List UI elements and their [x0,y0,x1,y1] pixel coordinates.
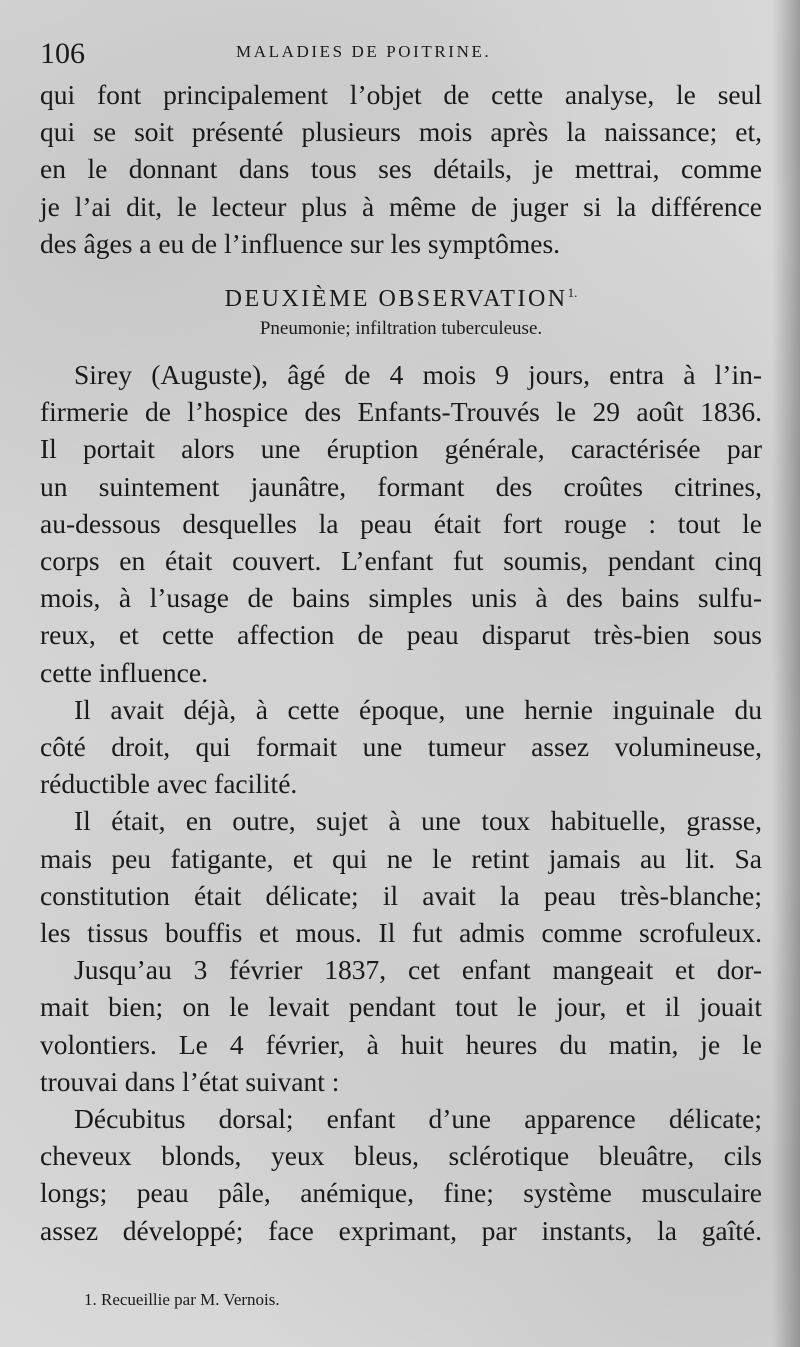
text-line: un suintement jaunâtre, formant des croûtes citrines, [40,470,762,502]
paragraph-2 [40,691,762,803]
text-line: côté droit, qui formait une tumeur assez volumineuse, [40,731,762,763]
page-edge-shadow [772,0,800,1347]
text-line: mait bien; on le levait pendant tout le jour, et il jouait [40,991,762,1023]
running-title: MALADIES DE POITRINE. [236,42,492,61]
text-line: Sirey (Auguste), âgé de 4 mois 9 jours, entra à l’in- [74,359,762,391]
paragraph-3 [40,802,762,951]
text-line: Décubitus dorsal; enfant d’une apparence délicate; [74,1103,762,1135]
footnote-marker: 1. [567,285,578,301]
text-line: mais peu fatigante, et qui ne le retint jamais au lit. Sa [40,842,762,874]
text-line: corps en était couvert. L’enfant fut soumis, pendant cinq [40,545,762,577]
text-line: Il portait alors une éruption générale, caractérisée par [40,433,762,465]
paragraph-1 [40,356,762,691]
text-line: mois, à l’usage de bains simples unis à des bains sulfu- [40,582,762,614]
section-title-text: DEUXIÈME OBSERVATION [224,286,568,313]
text-line: cette influence. [40,656,208,688]
body-text [40,76,762,1249]
text-line: trouvai dans l’état suivant : [40,1065,340,1097]
text-line: au-dessous desquelles la peau était fort rouge : tout le [40,507,762,539]
section-title [40,276,762,316]
intro-paragraph [40,76,762,262]
text-line: firmerie de l’hospice des Enfants-Trouvés le 29 août 1836. [40,396,762,428]
paragraph-4 [40,951,762,1100]
text-line: assez développé; face exprimant, par instants, la gaîté. [40,1214,762,1246]
text-line: qui se soit présenté plusieurs mois après la naissance; et, [40,116,762,148]
text-line: constitution était délicate; il avait la peau très-blanche; [40,879,762,911]
text-line: Il était, en outre, sujet à une toux habituelle, grasse, [74,805,762,837]
text-line: les tissus bouffis et mous. Il fut admis comme scrofuleux. [40,917,762,949]
text-line: je l’ai dit, le lecteur plus à même de juger si la différence [40,190,762,222]
paragraph-5 [40,1100,762,1249]
text-line: longs; peau pâle, anémique, fine; système musculaire [40,1177,762,1209]
text-line: Il avait déjà, à cette époque, une hernie inguinale du [74,693,762,725]
running-head [40,34,760,74]
text-line: qui font principalement l’objet de cette analyse, le seul [40,79,762,110]
text-line: réductible avec facilité. [40,768,298,800]
text-line: des âges a eu de l’influence sur les symptômes. [40,227,561,259]
text-line: cheveux blonds, yeux bleus, sclérotique bleuâtre, cils [40,1140,762,1172]
section-subtitle: Pneumonie; infiltration tuberculeuse. [259,318,543,340]
text-line: en le donnant dans tous ses détails, je mettrai, comme [40,153,762,185]
footnote: 1. Recueillie par M. Vernois. [84,1290,280,1309]
page-number: 106 [40,37,85,70]
text-line: volontiers. Le 4 février, à huit heures du matin, je le [40,1028,762,1060]
text-line: reux, et cette affection de peau disparut très-bien sous [40,619,762,651]
text-line: Jusqu’au 3 février 1837, cet enfant mangeait et dor- [74,954,762,986]
